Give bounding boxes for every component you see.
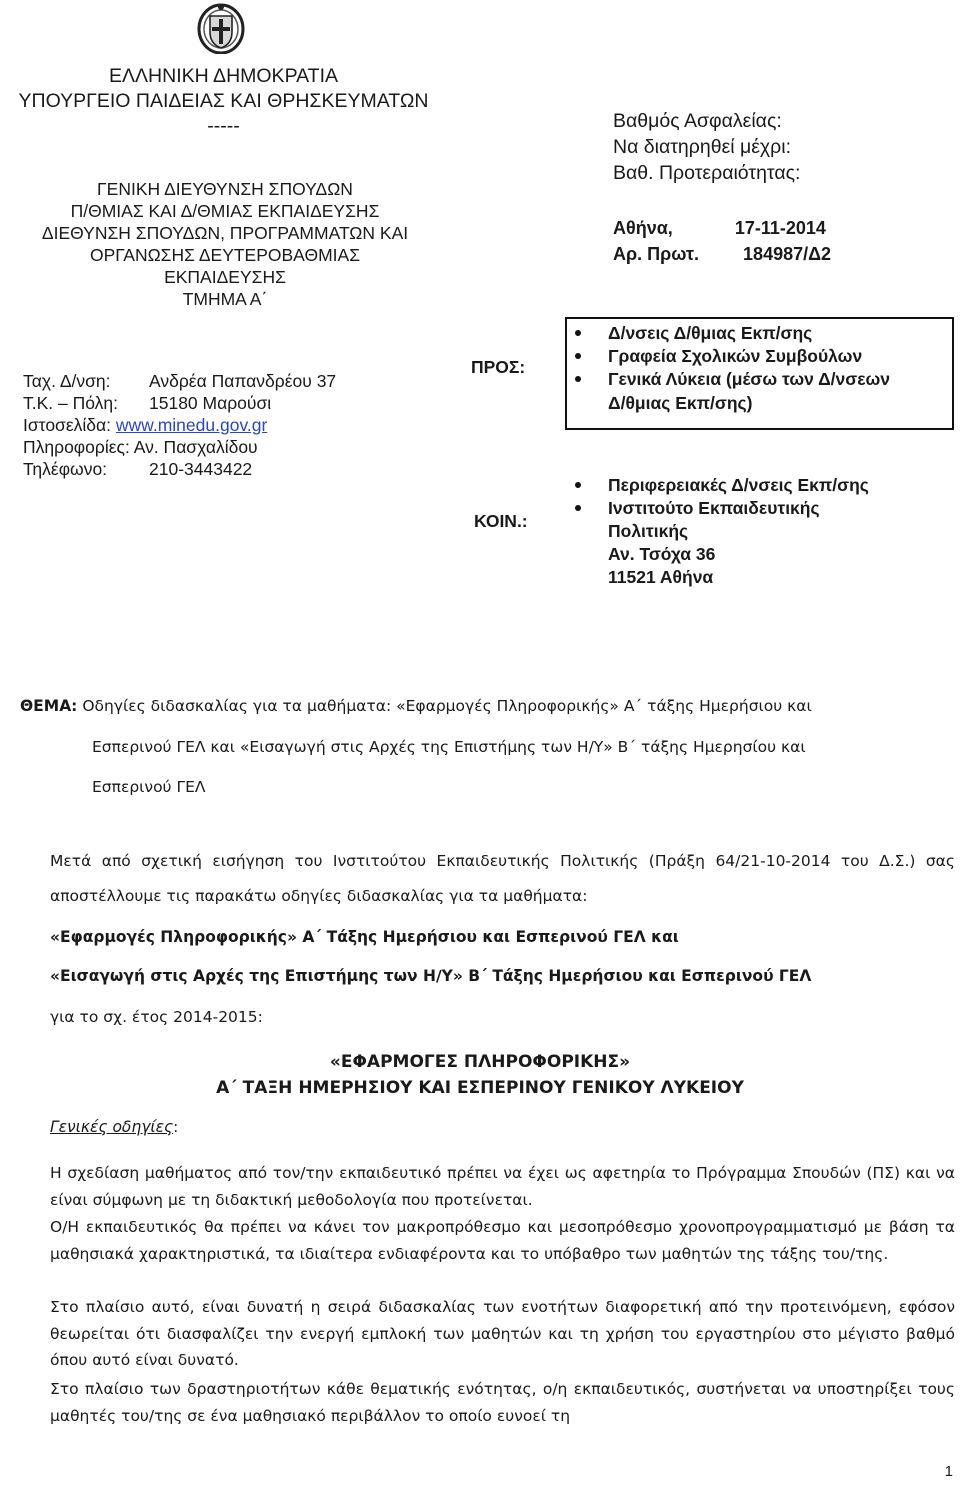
contact-phone [23, 458, 252, 480]
contact-website [23, 414, 267, 436]
general-instructions-label: Γενικές οδηγίες [50, 1118, 174, 1136]
bullet [575, 353, 581, 359]
course-1: «Εφαρμογές Πληροφορικής» Α΄ Τάξης Ημερήσιου και Εσπερινού ΓΕΛ και [50, 928, 679, 946]
body-paragraph: Στο πλαίσιο αυτό, είναι δυνατή η σειρά διδασκαλίας των ενοτήτων διαφορετική από την προτεινόμενη, εφόσον θεωρείται ότι διασφαλίζει την ενεργή εμπλοκή των μαθητών και τη χρήση του εργαστηρίου στο μέγιστο βαθμό όπου αυτό είναι δυνατό. [50, 1298, 955, 1369]
cc-label: ΚΟΙΝ.: [474, 511, 528, 531]
website-label: Ιστοσελίδα: [23, 415, 112, 435]
document-date: 17-11-2014 [734, 218, 826, 238]
bullet [575, 330, 581, 336]
directorate-line: ΓΕΝΙΚΗ ΔΙΕΥΘΥΝΣΗ ΣΠΟΥΔΩΝ [97, 179, 353, 199]
date-line [613, 215, 826, 241]
body-paragraph: Στο πλαίσιο των δραστηριοτήτων κάθε θεματικής ενότητας, ο/η εκπαιδευτικός, συστήνεται να υποστηρίξει τους μαθητές του/της σε ένα μαθησιακό περιβάλλον το οποίο ευνοεί τη [50, 1380, 955, 1425]
bullet [575, 376, 581, 382]
directorate-line: ΔΙΕΘΥΝΣΗ ΣΠΟΥΔΩΝ, ΠΡΟΓΡΑΜΜΑΤΩΝ ΚΑΙ [41, 223, 409, 243]
recipient-item: Δ/νσεις Δ/θμιας Εκπ/σης [608, 323, 813, 343]
bullet [575, 505, 581, 511]
cc-address-city: 11521 Αθήνα [608, 567, 714, 587]
body-paragraph: Η σχεδίαση μαθήματος από τον/την εκπαιδευτικό πρέπει να έχει ως αφετηρία το Πρόγραμμα Σπουδών (ΠΣ) και να είναι σύμφωνη με τη διδακτική μεθοδολογία που προτείνεται. [50, 1164, 955, 1209]
security-level: Βαθμός Ασφαλείας: [613, 110, 782, 132]
section-title: «ΕΦΑΡΜΟΓΕΣ ΠΛΗΡΟΦΟΡΙΚΗΣ» [329, 1052, 631, 1072]
recipient-item-continued: Δ/θμιας Εκπ/σης) [608, 393, 753, 413]
website-link[interactable]: www.minedu.gov.gr [115, 415, 268, 435]
cc-address-street: Αν. Τσόχα 36 [608, 544, 716, 564]
protocol-label: Αρ. Πρωτ. [613, 244, 700, 264]
section-subtitle: Α΄ ΤΑΞΗ ΗΜΕΡΗΣΙΟΥ ΚΑΙ ΕΣΠΕΡΙΝΟΥ ΓΕΝΙΚΟΥ ΛΥΚΕΙΟΥ [216, 1078, 744, 1098]
subject-line: Εσπερινού ΓΕΛ [92, 778, 206, 796]
greek-emblem-icon [197, 2, 245, 54]
recipient-item: Γενικά Λύκεια (μέσω των Δ/νσεων [608, 369, 891, 389]
cc-item: Περιφερειακές Δ/νσεις Εκπ/σης [608, 475, 869, 495]
phone-value: 210-3443422 [149, 459, 253, 479]
cc-item-continued: Πολιτικής [608, 521, 689, 541]
contact-info: Πληροφορίες: Αν. Πασχαλίδου [23, 437, 258, 457]
page-number: 1 [944, 1463, 953, 1480]
subject-line: Εσπερινού ΓΕΛ και «Εισαγωγή στις Αρχές της Επιστήμης των Η/Υ» Β΄ τάξης Ημερησίου και [92, 738, 806, 756]
header-ministry [0, 64, 447, 139]
phone-label: Τηλέφωνο: [23, 459, 108, 479]
directorate-line: Π/ΘΜΙΑΣ ΚΑΙ Δ/ΘΜΙΑΣ ΕΚΠΑΙΔΕΥΣΗΣ [70, 201, 380, 221]
city-label: Αθήνα, [613, 218, 673, 238]
directorate-line: ΤΜΗΜΑ Α΄ [182, 289, 268, 309]
contact-address [23, 370, 336, 392]
body-paragraph: Ο/Η εκπαιδευτικός θα πρέπει να κάνει τον μακροπρόθεσμο και μεσοπρόθεσμο χρονοπρογραμματισμό με βάση τα μαθησιακά χαρακτηριστικά, τα ιδιαίτερα ενδιαφέροντα και το υπόβαθρο των μαθητών της τάξης του/της. [50, 1218, 955, 1263]
general-instructions-heading [50, 1118, 178, 1137]
directorate-line: ΟΡΓΑΝΩΣΗΣ ΔΕΥΤΕΡΟΒΑΘΜΙΑΣ ΕΚΠΑΙΔΕΥΣΗΣ [89, 245, 361, 287]
to-label: ΠΡΟΣ: [471, 357, 526, 377]
bullet [575, 482, 581, 488]
postcode-label: Τ.Κ. – Πόλη: [23, 393, 119, 413]
meta-block [613, 108, 800, 186]
address-label: Ταχ. Δ/νση: [23, 371, 111, 391]
cc-item: Ινστιτούτο Εκπαιδευτικής [608, 498, 820, 518]
contact-postcode [23, 392, 271, 414]
keep-until: Να διατηρηθεί μέχρι: [613, 136, 792, 158]
colon: : [173, 1118, 179, 1136]
subject-label: ΘΕΜΑ: [20, 697, 78, 715]
protocol-number: 184987/Δ2 [743, 244, 832, 264]
priority: Βαθ. Προτεραιότητας: [613, 162, 801, 184]
address-value: Ανδρέα Παπανδρέου 37 [149, 371, 337, 391]
subject-line [20, 697, 812, 715]
protocol-line [613, 241, 831, 267]
header-directorate [30, 178, 420, 310]
country-name: ΕΛΛΗΝΙΚΗ ΔΗΜΟΚΡΑΤΙΑ [108, 65, 339, 87]
ministry-name: ΥΠΟΥΡΓΕΙΟ ΠΑΙΔΕΙΑΣ ΚΑΙ ΘΡΗΣΚΕΥΜΑΤΩΝ [18, 90, 429, 112]
course-2: «Εισαγωγή στις Αρχές της Επιστήμης των Η/Υ» Β΄ Τάξης Ημερήσιου και Εσπερινού ΓΕΛ [50, 967, 812, 985]
subject-text: Οδηγίες διδασκαλίας για τα μαθήματα: «Εφαρμογές Πληροφορικής» Α΄ τάξης Ημερήσιου και [82, 697, 812, 715]
recipient-item: Γραφεία Σχολικών Συμβούλων [608, 346, 863, 366]
intro-paragraph: Μετά από σχετική εισήγηση του Ινστιτούτου Εκπαιδευτικής Πολιτικής (Πράξη 64/21-10-2014 του Δ.Σ.) σας αποστέλλουμε τις παρακάτω οδηγίες διδασκαλίας για τα μαθήματα: [50, 852, 955, 905]
separator: ----- [207, 115, 240, 137]
school-year: για το σχ. έτος 2014-2015: [50, 1008, 263, 1026]
postcode-value: 15180 Μαρούσι [149, 393, 272, 413]
